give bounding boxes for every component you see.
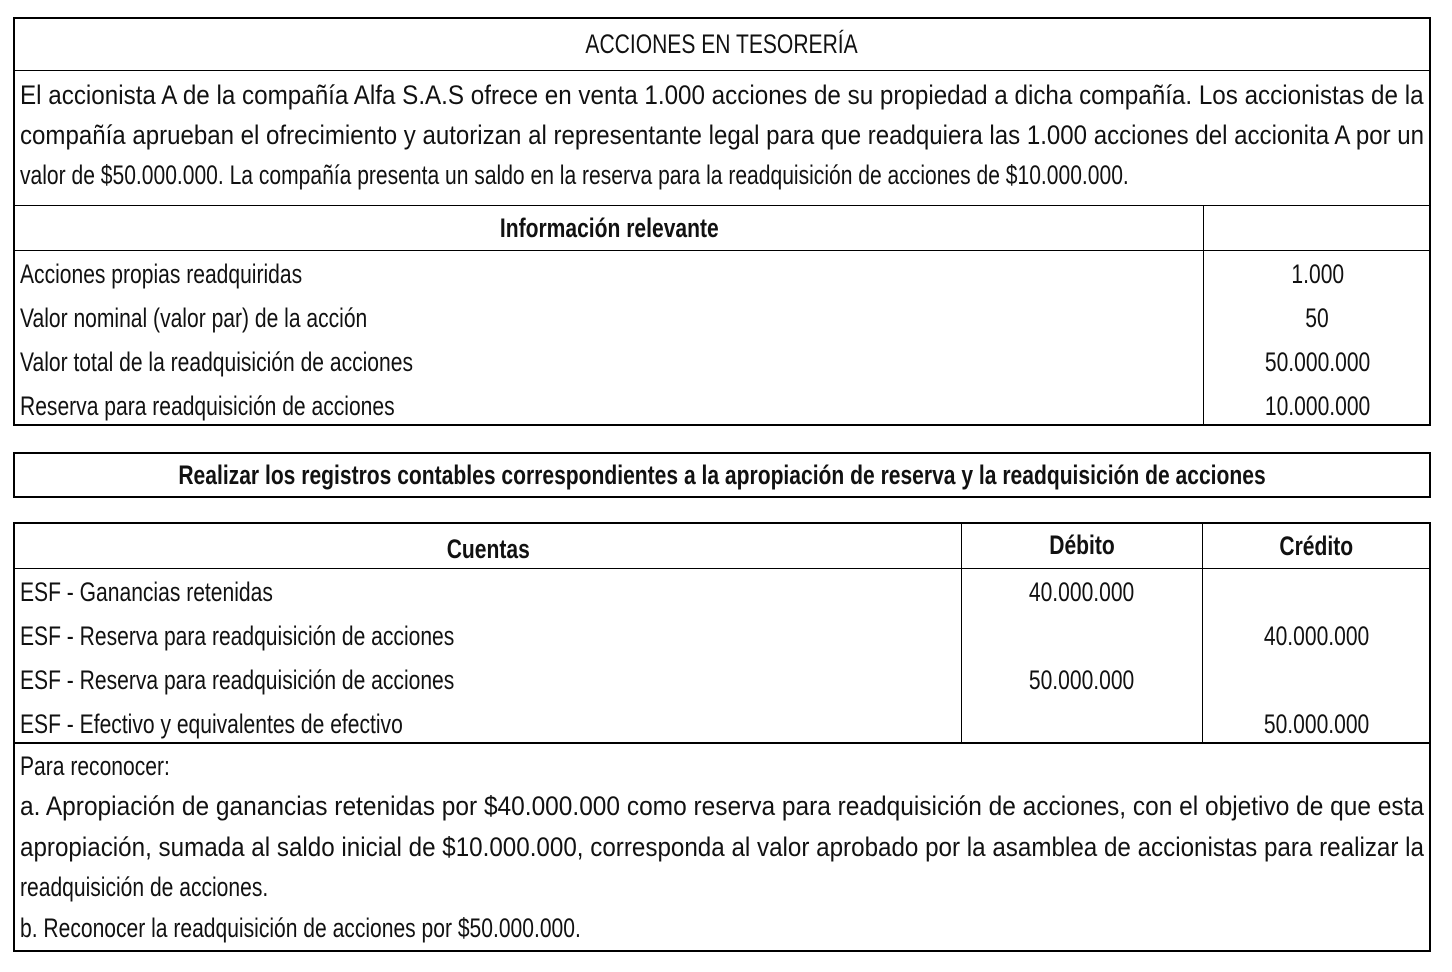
info-row: [15, 382, 1429, 426]
note-line: apropiación, sumada al saldo inicial de $10.000.000, corresponda al valor aprobado por la asamblea de accionistas para realizar la: [20, 832, 1424, 862]
column-header-label: Débito: [1048, 529, 1115, 560]
credit-amount: 40.000.000: [1264, 621, 1370, 651]
task-statement: [13, 452, 1431, 498]
info-label: Valor nominal (valor par) de la acción: [20, 303, 368, 333]
info-row: [15, 338, 1429, 382]
info-table-header: [15, 206, 1204, 251]
account-name: ESF - Reserva para readquisición de acciones: [20, 621, 455, 651]
intro-line: compañía aprueban el ofrecimiento y autorizan al representante legal para que readquiera las 1.000 acciones del accionita A por un: [20, 120, 1425, 150]
note-line: readquisición de acciones.: [20, 872, 269, 902]
note-line: b. Reconocer la readquisición de acciones por $50.000.000.: [20, 913, 581, 943]
info-label: Reserva para readquisición de acciones: [20, 391, 395, 421]
column-header-debit: [961, 524, 1203, 569]
column-header-credit: [1202, 524, 1431, 569]
intro-paragraph: [20, 73, 1424, 203]
divider: [15, 742, 1429, 744]
info-header-label: Información relevante: [499, 212, 719, 243]
intro-line: El accionista A de la compañía Alfa S.A.S ofrece en venta 1.000 acciones de su propiedad a dicha compañía. Los accionistas de la: [20, 80, 1424, 110]
intro-line: valor de $50.000.000. La compañía presenta un saldo en la reserva para la readquisición de acciones de $10.000.000.: [20, 160, 1129, 190]
info-label: Valor total de la readquisición de acciones: [20, 347, 413, 377]
table-row: [15, 568, 1429, 612]
info-value: 1.000: [1291, 259, 1344, 289]
table-row: [15, 656, 1429, 700]
info-value: 50: [1305, 303, 1330, 333]
task-text: Realizar los registros contables correspondientes a la apropiación de reserva y la readquisición de acciones: [178, 459, 1266, 490]
info-label: Acciones propias readquiridas: [20, 259, 303, 289]
debit-amount: 40.000.000: [1029, 577, 1135, 607]
table-row: [15, 612, 1429, 656]
credit-amount: 50.000.000: [1264, 709, 1370, 739]
account-name: ESF - Reserva para readquisición de acciones: [20, 665, 455, 695]
account-name: ESF - Ganancias retenidas: [20, 577, 273, 607]
column-header-label: Crédito: [1279, 530, 1354, 561]
column-header-accounts: [15, 524, 962, 569]
title-row: [15, 19, 1429, 71]
info-value: 50.000.000: [1264, 347, 1371, 377]
column-header-label: Cuentas: [446, 533, 530, 564]
info-header-value-cell: [1203, 206, 1431, 251]
debit-amount: 50.000.000: [1029, 665, 1135, 695]
account-name: ESF - Efectivo y equivalentes de efectivo: [20, 709, 403, 739]
note-line: Para reconocer:: [20, 751, 170, 781]
treasury-shares-panel: [13, 17, 1431, 426]
journal-entries-table: [13, 522, 1431, 952]
document-title: ACCIONES EN TESORERÍA: [585, 29, 859, 59]
table-row: [15, 700, 1429, 744]
info-value: 10.000.000: [1264, 391, 1371, 421]
note-line: a. Apropiación de ganancias retenidas por $40.000.000 como reserva para readquisición de acciones, con el objetivo de que esta: [20, 791, 1425, 821]
info-row: [15, 294, 1429, 338]
info-row: [15, 250, 1429, 294]
